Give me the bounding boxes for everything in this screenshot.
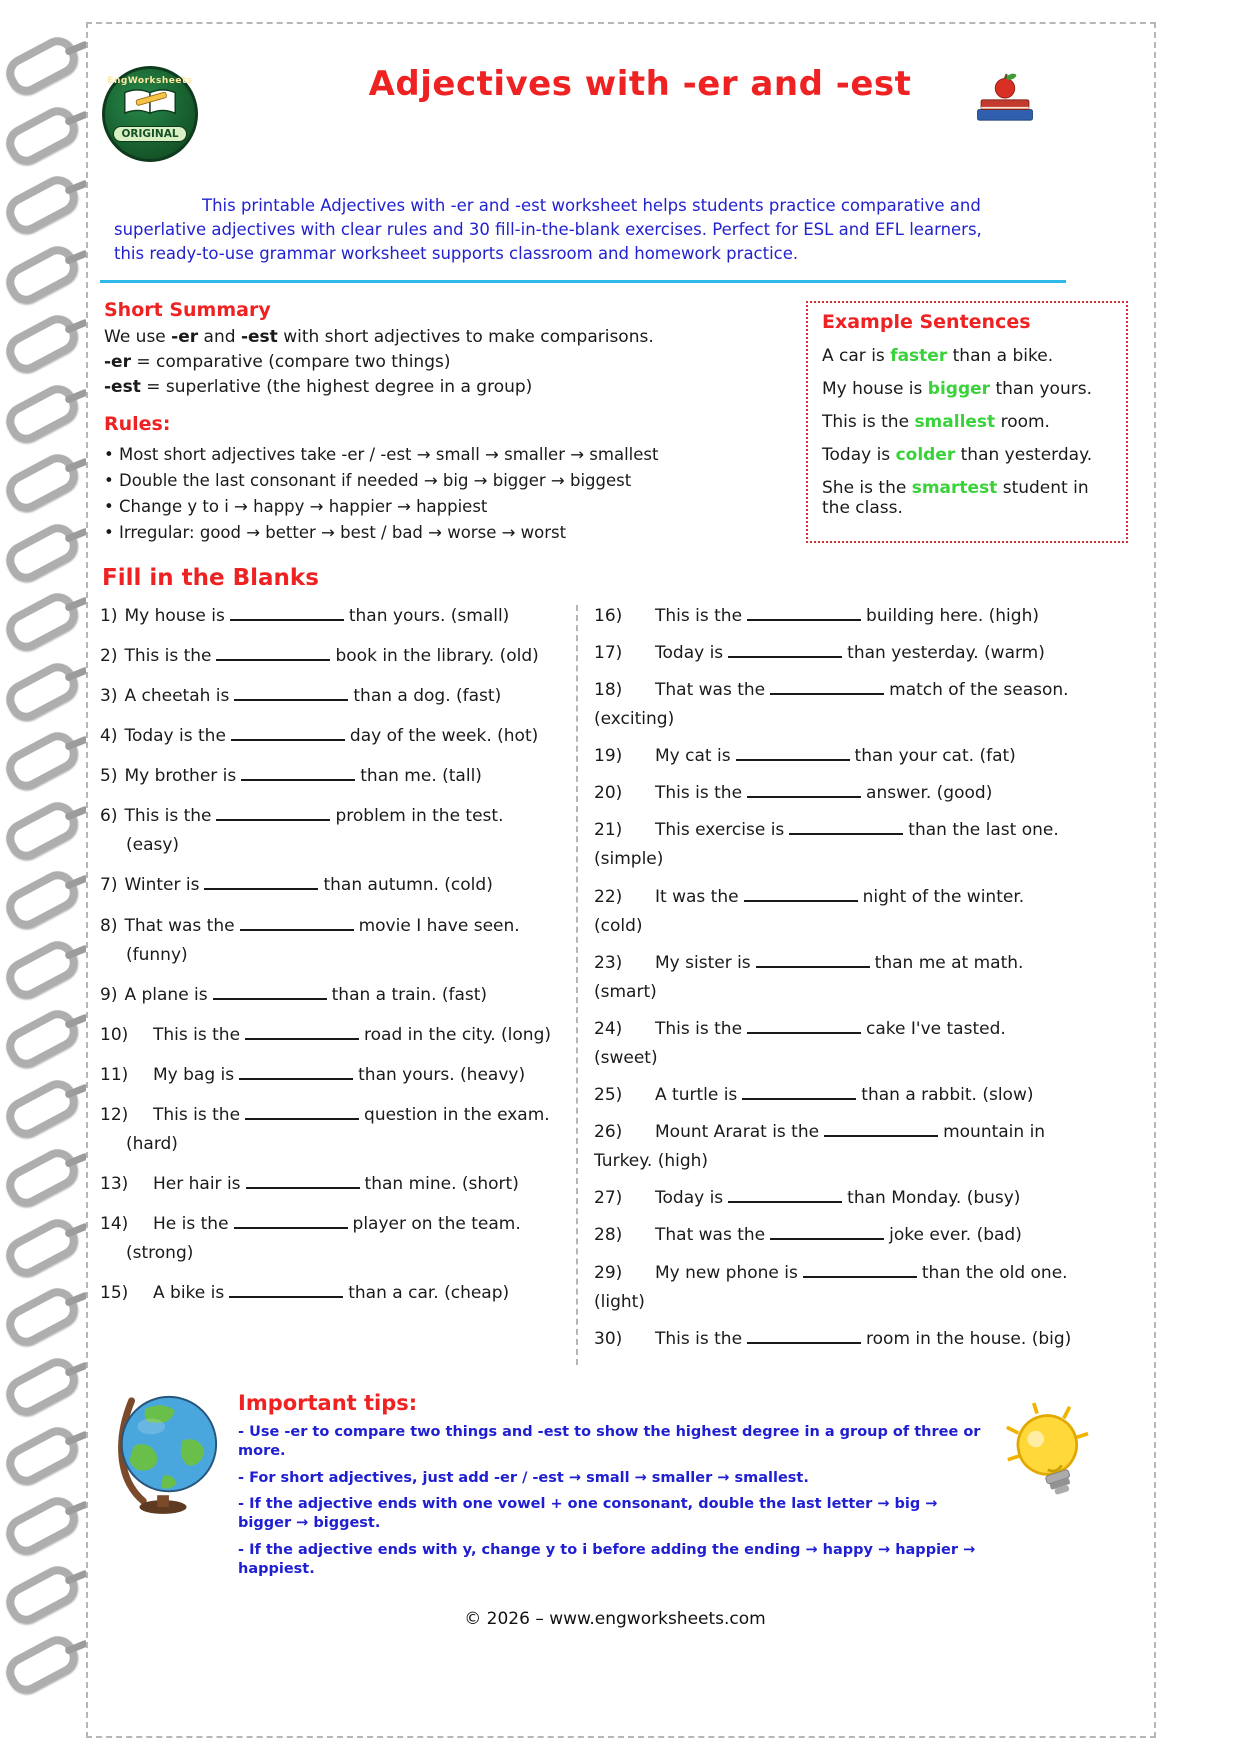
spiral-coil: [0, 170, 84, 240]
exercise-text-after: joke ever. (bad): [889, 1225, 1022, 1246]
example-sentences-box: [806, 301, 1128, 543]
exercise-text-after: building here. (high): [866, 605, 1039, 626]
exercise-text-after: match of the season.: [889, 679, 1069, 700]
exercise-text-before: He is the: [153, 1214, 229, 1235]
exercise-blank: [736, 745, 850, 761]
exercise-item: [100, 1282, 576, 1304]
exercise-text-before: Today is the: [124, 726, 226, 747]
exercise-number: 14): [100, 1214, 129, 1235]
spiral-coil: [0, 865, 84, 935]
exercise-number: 2): [100, 645, 118, 666]
exercise-text-before: My sister is: [655, 952, 751, 973]
exercise-number: 13): [100, 1174, 129, 1195]
spiral-coil: [0, 517, 84, 587]
exercise-text-after: than mine. (short): [364, 1174, 519, 1195]
exercise-blank: [230, 605, 344, 621]
exercise-text-after: road in the city. (long): [364, 1024, 551, 1045]
exercise-text-before: This exercise is: [655, 820, 785, 841]
exercise-item: [100, 874, 576, 896]
exercise-item: [594, 605, 1132, 627]
exercise-text-after: than a dog. (fast): [353, 685, 502, 706]
exercise-text-after: than yours. (heavy): [358, 1064, 526, 1085]
important-tips-heading: Important tips:: [238, 1390, 418, 1415]
highlighted-adjective: colder: [895, 444, 956, 465]
exercise-item: [100, 685, 576, 707]
exercise-item: [100, 1024, 576, 1046]
spiral-coil: [0, 1490, 84, 1560]
exercise-blank: [216, 645, 330, 661]
exercise-hint-continuation: (cold): [594, 915, 643, 936]
exercise-item: [594, 952, 1132, 1003]
spiral-coil: [0, 656, 84, 726]
spiral-coil: [0, 587, 84, 657]
cyan-divider: [100, 280, 1066, 283]
exercise-item: [594, 1018, 1132, 1069]
engworksheets-logo: [102, 66, 198, 162]
exercise-text-after: question in the exam.: [364, 1104, 550, 1125]
exercise-text-before: This is the: [124, 806, 212, 827]
exercise-hint-continuation: (strong): [126, 1243, 194, 1264]
exercise-blank: [770, 1224, 884, 1240]
exercise-text-after: than a car. (cheap): [348, 1283, 510, 1304]
exercise-item: [100, 1104, 576, 1155]
exercise-text-before: A bike is: [153, 1283, 225, 1304]
exercise-number: 8): [100, 915, 118, 936]
exercise-item: [100, 765, 576, 787]
exercise-number: 1): [100, 605, 118, 626]
exercise-text-before: That was the: [124, 915, 235, 936]
exercise-blank: [756, 952, 870, 968]
exercise-number: 18): [594, 679, 623, 700]
exercise-item: [594, 1187, 1132, 1209]
worksheet-page: [86, 22, 1156, 1738]
exercise-hint-continuation: (light): [594, 1291, 645, 1312]
spiral-coil: [0, 1212, 84, 1282]
exercise-text-before: My new phone is: [655, 1262, 798, 1283]
exercise-blank: [728, 642, 842, 658]
exercise-text-after: than yesterday. (warm): [847, 642, 1045, 663]
exercise-text-after: than me. (tall): [360, 766, 482, 787]
exercise-item: [100, 725, 576, 747]
rule-item: • Change y to i → happy → happier → happiest: [104, 497, 796, 516]
summary-line-3: -est = superlative (the highest degree in a group): [104, 376, 533, 397]
exercise-number: 4): [100, 726, 118, 747]
spiral-coil: [0, 1282, 84, 1352]
exercise-text-after: than the last one.: [908, 820, 1059, 841]
exercise-item: [594, 886, 1132, 937]
exercise-blank: [246, 1173, 360, 1189]
exercise-blank: [241, 765, 355, 781]
exercise-text-before: Winter is: [124, 875, 200, 896]
exercise-number: 9): [100, 984, 118, 1005]
spiral-coil: [0, 448, 84, 518]
exercise-item: [594, 1084, 1132, 1106]
exercise-number: 15): [100, 1283, 129, 1304]
exercise-text-before: This is the: [153, 1024, 241, 1045]
exercise-text-before: That was the: [655, 679, 766, 700]
exercise-blank: [234, 685, 348, 701]
exercise-hint-continuation: (exciting): [594, 709, 675, 730]
spiral-coil: [0, 1629, 84, 1699]
exercise-blank: [744, 886, 858, 902]
exercise-columns: [98, 605, 1132, 1365]
exercise-text-after: than me at math.: [874, 952, 1024, 973]
exercise-item: [100, 805, 576, 856]
exercise-hint-continuation: (smart): [594, 981, 657, 1002]
exercise-hint-continuation: (simple): [594, 849, 664, 870]
logo-brand-text: EngWorksheets: [107, 76, 193, 86]
exercise-number: 3): [100, 685, 118, 706]
exercise-blank: [245, 1104, 359, 1120]
example-sentence: My house is bigger than yours.: [822, 378, 1092, 399]
exercise-number: 11): [100, 1064, 129, 1085]
exercise-hint-continuation: (funny): [126, 944, 188, 965]
exercise-blank: [245, 1024, 359, 1040]
example-sentence: A car is faster than a bike.: [822, 345, 1054, 366]
exercise-blank: [204, 874, 318, 890]
exercise-hint-continuation: Turkey. (high): [594, 1151, 709, 1172]
exercise-item: [594, 745, 1132, 767]
exercise-text-after: than a train. (fast): [331, 984, 488, 1005]
short-summary-heading: Short Summary: [104, 298, 271, 321]
page-title: Adjectives with -er and -est: [368, 64, 912, 104]
exercise-item: [594, 782, 1132, 804]
exercise-text-after: problem in the test.: [335, 806, 504, 827]
exercise-blank: [213, 984, 327, 1000]
exercise-blank: [747, 782, 861, 798]
tip-item: - If the adjective ends with y, change y to i before adding the ending → happy → happier → happiest.: [238, 1542, 976, 1577]
rule-item: • Most short adjectives take -er / -est → small → smaller → smallest: [104, 445, 796, 464]
example-sentences-list: [822, 346, 1112, 518]
exercise-number: 25): [594, 1085, 623, 1106]
exercise-number: 5): [100, 766, 118, 787]
exercise-number: 26): [594, 1122, 623, 1143]
exercise-text-before: Today is: [655, 642, 724, 663]
exercise-item: [594, 1328, 1132, 1350]
exercise-blank: [231, 725, 345, 741]
exercise-item: [100, 605, 576, 627]
exercise-hint-continuation: (hard): [126, 1134, 178, 1155]
exercise-text-after: than your cat. (fat): [854, 746, 1016, 767]
exercise-number: 16): [594, 605, 623, 626]
spiral-coil: [0, 1351, 84, 1421]
exercise-number: 21): [594, 820, 623, 841]
exercise-text-before: My cat is: [655, 746, 731, 767]
exercise-blank: [803, 1262, 917, 1278]
exercise-blank: [216, 805, 330, 821]
example-sentence: She is the smartest student in the class.: [822, 477, 1089, 518]
exercise-item: [594, 679, 1132, 730]
exercise-item: [100, 915, 576, 966]
exercise-item: [100, 984, 576, 1006]
spiral-coil: [0, 1143, 84, 1213]
exercise-column-left: [98, 605, 576, 1365]
exercise-number: 7): [100, 875, 118, 896]
spiral-binding: [0, 0, 86, 1754]
exercise-text-before: A plane is: [124, 984, 208, 1005]
exercise-text-before: My bag is: [153, 1064, 235, 1085]
highlighted-adjective: smallest: [914, 411, 996, 432]
exercise-text-after: night of the winter.: [862, 886, 1025, 907]
exercise-text-after: room in the house. (big): [866, 1328, 1072, 1349]
exercise-blank: [747, 1018, 861, 1034]
worksheet-description: This printable Adjectives with -er and -est worksheet helps students practice comparative and superlative adjectives with clear rules and 30 fill-in-the-blank exercises. Perfect for ESL and EFL learners, this ready-to-use grammar worksheet supports classroom and homework practice.: [114, 196, 982, 263]
exercise-item: [594, 1121, 1132, 1172]
exercise-blank: [747, 1328, 861, 1344]
exercise-blank: [229, 1282, 343, 1298]
globe-icon: [106, 1385, 224, 1519]
exercise-item: [594, 1224, 1132, 1246]
short-summary-section: [98, 291, 796, 549]
logo-original-badge: ORIGINAL: [113, 126, 186, 142]
spiral-coil: [0, 378, 84, 448]
exercise-blank: [824, 1121, 938, 1137]
rules-list: [104, 445, 796, 542]
exercise-text-after: than Monday. (busy): [847, 1188, 1021, 1209]
spiral-coil: [0, 934, 84, 1004]
exercise-text-before: This is the: [153, 1104, 241, 1125]
exercise-number: 28): [594, 1225, 623, 1246]
exercise-text-before: This is the: [655, 1328, 743, 1349]
exercise-text-before: A turtle is: [655, 1085, 738, 1106]
exercise-number: 19): [594, 746, 623, 767]
exercise-text-after: than the old one.: [921, 1262, 1068, 1283]
highlighted-adjective: faster: [890, 345, 948, 366]
tips-body: [224, 1385, 994, 1587]
exercise-text-after: answer. (good): [866, 783, 993, 804]
spiral-coil: [0, 1004, 84, 1074]
exercise-text-after: cake I've tasted.: [866, 1018, 1006, 1039]
exercise-number: 17): [594, 642, 623, 663]
exercise-text-before: Mount Ararat is the: [655, 1122, 820, 1143]
exercise-number: 6): [100, 806, 118, 827]
exercise-blank: [234, 1213, 348, 1229]
rule-item: • Double the last consonant if needed → big → bigger → biggest: [104, 471, 796, 490]
exercise-column-right: [576, 605, 1132, 1365]
tip-item: - Use -er to compare two things and -est to show the highest degree in a group of three or more.: [238, 1423, 981, 1459]
exercise-number: 10): [100, 1024, 129, 1045]
tip-item: - If the adjective ends with one vowel + one consonant, double the last letter → big → bigger → biggest.: [238, 1496, 938, 1532]
exercise-item: [100, 645, 576, 667]
exercise-number: 20): [594, 783, 623, 804]
highlighted-adjective: bigger: [927, 378, 991, 399]
exercise-text-after: than autumn. (cold): [323, 875, 493, 896]
summary-line-2: -er = comparative (compare two things): [104, 351, 451, 372]
highlighted-adjective: smartest: [911, 477, 998, 498]
exercise-text-before: My brother is: [124, 766, 237, 787]
spiral-coil: [0, 1073, 84, 1143]
example-sentence: This is the smallest room.: [822, 411, 1050, 432]
exercise-text-before: A cheetah is: [124, 685, 230, 706]
exercise-text-after: day of the week. (hot): [349, 726, 539, 747]
exercise-text-before: Her hair is: [153, 1174, 241, 1195]
spiral-coil: [0, 795, 84, 865]
important-tips-section: [98, 1385, 1132, 1587]
open-book-pencil-icon: [122, 86, 178, 118]
exercise-number: 30): [594, 1328, 623, 1349]
exercise-text-after: mountain in: [943, 1122, 1046, 1143]
exercise-blank: [239, 1064, 353, 1080]
lightbulb-icon: [994, 1393, 1106, 1515]
exercise-number: 12): [100, 1104, 129, 1125]
exercise-blank: [789, 819, 903, 835]
exercise-text-before: That was the: [655, 1225, 766, 1246]
exercise-blank: [240, 915, 354, 931]
exercise-item: [100, 1064, 576, 1086]
fill-in-the-blanks-heading: Fill in the Blanks: [102, 564, 319, 591]
rule-item: • Irregular: good → better → best / bad → worse → worst: [104, 523, 796, 542]
exercise-number: 22): [594, 886, 623, 907]
spiral-coil: [0, 100, 84, 170]
exercise-blank: [728, 1187, 842, 1203]
spiral-coil: [0, 309, 84, 379]
exercise-number: 27): [594, 1188, 623, 1209]
summary-line-1: We use -er and -est with short adjectives to make comparisons.: [104, 326, 654, 347]
spiral-coil: [0, 1560, 84, 1630]
tips-list: [238, 1423, 988, 1579]
exercise-item: [594, 642, 1132, 664]
exercise-text-before: Today is: [655, 1188, 724, 1209]
exercise-item: [594, 1262, 1132, 1313]
spiral-coil: [0, 239, 84, 309]
exercise-hint-continuation: (easy): [126, 835, 180, 856]
exercise-text-after: movie I have seen.: [358, 915, 520, 936]
exercise-text-after: player on the team.: [352, 1214, 521, 1235]
example-sentence: Today is colder than yesterday.: [822, 444, 1093, 465]
header: [98, 64, 1132, 176]
exercise-text-after: book in the library. (old): [335, 645, 539, 666]
exercise-blank: [770, 679, 884, 695]
exercise-text-after: than yours. (small): [348, 605, 510, 626]
apple-books-icon: [974, 72, 1036, 128]
exercise-hint-continuation: (sweet): [594, 1047, 658, 1068]
spiral-coil: [0, 1421, 84, 1491]
exercise-number: 23): [594, 952, 623, 973]
exercise-text-before: This is the: [655, 605, 743, 626]
exercise-item: [100, 1173, 576, 1195]
spiral-coil: [0, 31, 84, 101]
exercise-item: [594, 819, 1132, 870]
example-sentences-heading: Example Sentences: [822, 310, 1031, 333]
exercise-text-before: This is the: [124, 645, 212, 666]
tip-item: - For short adjectives, just add -er / -est → small → smaller → smallest.: [238, 1469, 809, 1486]
rules-heading: Rules:: [104, 412, 171, 435]
exercise-text-before: This is the: [655, 783, 743, 804]
exercise-text-before: My house is: [124, 605, 225, 626]
exercise-text-before: It was the: [655, 886, 739, 907]
exercise-blank: [747, 605, 861, 621]
exercise-blank: [742, 1084, 856, 1100]
footer-copyright: © 2026 – www.engworksheets.com: [464, 1608, 766, 1629]
exercise-number: 29): [594, 1262, 623, 1283]
spiral-coil: [0, 726, 84, 796]
exercise-number: 24): [594, 1018, 623, 1039]
exercise-text-after: than a rabbit. (slow): [861, 1085, 1034, 1106]
exercise-item: [100, 1213, 576, 1264]
exercise-text-before: This is the: [655, 1018, 743, 1039]
